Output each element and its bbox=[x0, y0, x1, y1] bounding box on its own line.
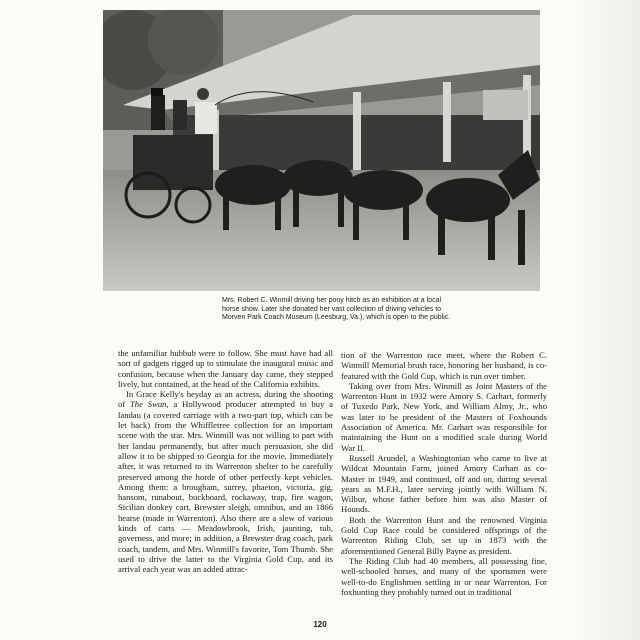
film-title: The Swan bbox=[130, 399, 167, 410]
pony-hitch-photo-illustration bbox=[103, 10, 540, 291]
horse-show-photo bbox=[103, 10, 540, 291]
right-text-column bbox=[341, 350, 547, 597]
right-paragraph-1: tion of the Warrenton race meet, where the Robert C. Winmill Memorial brush race, honoring her husband, is co-featured with the Gold Cup, which is run over timber. bbox=[341, 350, 547, 381]
left-paragraph-2 bbox=[118, 389, 333, 574]
right-paragraph-4: Both the Warrenton Hunt and the renowned Virginia Gold Cup Race could be considered offsprings of the Warrenton Riding Club, set up in 1873 with the aforementioned General Billy Payne as president. bbox=[341, 514, 547, 556]
left-paragraph-1: the unfamiliar hubbub were to follow. She must have had all sort of gadgets rigged up to stimulate the inaugural music and confusion, because when the January day came, they stepped lively, but contained, at the head of the California exhibits. bbox=[118, 348, 333, 389]
left-paragraph-2-start: In Grace Kelly's heyday as an actress, during the shooting of bbox=[118, 389, 333, 410]
right-paragraph-3: Russell Arundel, a Washingtonian who came to live at Wildcat Mountain Farm, joined Amory Carhart as co-Master in 1949, and continued, off and on, during several years as M.F.H., later serving jointly with William N. Wilbur, whose father before him was also Master of Hounds. bbox=[341, 452, 547, 515]
right-paragraph-5: The Riding Club had 40 members, all possessing fine, well-schooled horses, and many of the sportsmen were well-to-do Englishmen settling in or near Warrenton. For foxhunting they probably turned out in traditional bbox=[341, 555, 547, 597]
page-edge-shadow bbox=[570, 0, 640, 640]
left-paragraph-2-rest: , a Hollywood producer attempted to buy a landau (a covered carriage with a two-part top, which can be let back) from the Whiffletree collection for an important scene with the star. Mrs. Winmill was not willing to part with her landau permanently, but after much persuasion, she did allow it to be shipped to Georgia for the movie. Immediately after, it was returned to its Warrenton shelter to be carefully preserved among the horde of other perfectly kept vehicles. Among them: a brougham, surrey, phaeton, victoria, gig, hansom, runabout, buckboard, rockaway, trap, fire wagon, Sicilian donkey cart, Brewster sleigh, omnibus, and an 1866 hearse (made in Warrenton). Also there are a slew of various kinds of carts — Meadowbrook, Irish, jaunting, tub, governess, and more; in addition, a Brewster drag coach, park coach, tandem, and Mrs. Winmill's favorite, Tom Thumb. She used to drive the latter to the Virginia Gold Cup, and its arrival each year was an added attrac- bbox=[118, 399, 333, 575]
right-paragraph-2: Taking over from Mrs. Winmill as Joint Masters of the Warrenton Hunt in 1932 were Amory S. Carhart, formerly of Tuxedo Park, New York, and William Almy, Jr., who was later to be president of the Masters of Foxhounds Association of America. Mr. Carhart was responsible for maintaining the Hunt on a modified scale during World War II. bbox=[341, 380, 547, 453]
page-number: 120 bbox=[313, 620, 327, 629]
photo-caption: Mrs. Robert C. Winmill driving her pony hitch as an exhibition at a local horse show. Later she donated her vast collection of driving vehicles to Morven Park Coach Museum (Leesburg, Va.), which is open to the public. bbox=[222, 297, 451, 322]
left-text-column bbox=[118, 348, 333, 575]
